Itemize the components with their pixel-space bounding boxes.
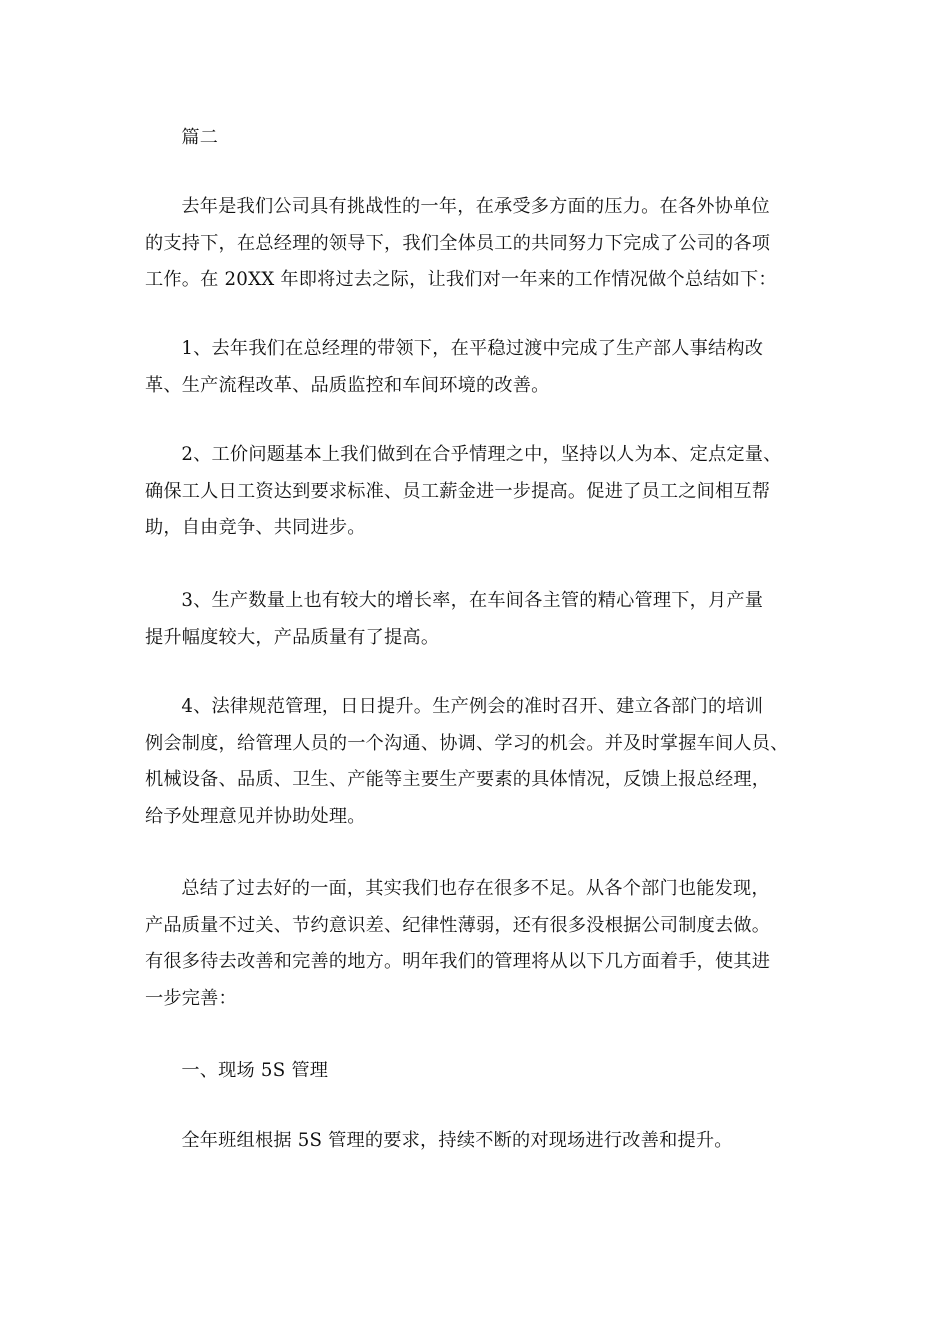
paragraph-intro <box>145 189 777 299</box>
text-line: 有很多待去改善和完善的地方。明年我们的管理将从以下几方面着手，使其进 <box>145 951 771 972</box>
text-line: 确保工人日工资达到要求标准、员工薪金进一步提高。促进了员工之间相互帮 <box>145 480 771 502</box>
text-line: 产品质量不过关、节约意识差、纪律性薄弱，还有很多没根据公司制度去做。 <box>145 914 771 936</box>
text-line: 给予处理意见并协助处理。 <box>145 805 366 827</box>
text-line: 1、去年我们在总经理的带领下，在平稳过渡中完成了生产部人事结构改 <box>181 338 764 359</box>
text-line: 去年是我们公司具有挑战性的一年，在承受多方面的压力。在各外协单位 <box>181 196 770 217</box>
paragraph-summary <box>145 871 770 1017</box>
text-line: 一步完善： <box>145 987 237 1009</box>
text-line: 3、生产数量上也有较大的增长率，在车间各主管的精心管理下，月产量 <box>181 590 764 611</box>
paragraph-5s <box>145 1123 733 1160</box>
text-line: 2、工价问题基本上我们做到在合乎情理之中，坚持以人为本、定点定量、 <box>181 444 782 465</box>
text-line: 工作。在 20XX 年即将过去之际，让我们对一年来的工作情况做个总结如下： <box>145 269 777 290</box>
paragraph-item-1 <box>145 331 763 404</box>
text-line: 助，自由竞争、共同进步。 <box>145 517 366 538</box>
text-line: 4、法律规范管理，日日提升。生产例会的准时召开、建立各部门的培训 <box>181 696 764 717</box>
paragraph-item-2 <box>145 437 782 547</box>
text-line: 总结了过去好的一面，其实我们也存在很多不足。从各个部门也能发现， <box>181 878 770 899</box>
paragraph-item-3 <box>145 583 763 656</box>
text-line: 例会制度，给管理人员的一个沟通、协调、学习的机会。并及时掌握车间人员、 <box>145 732 789 754</box>
subheading-5s <box>145 1053 328 1090</box>
text-line: 革、生产流程改革、品质监控和车间环境的改善。 <box>145 374 550 396</box>
text-line: 的支持下，在总经理的领导下，我们全体员工的共同努力下完成了公司的各项 <box>145 232 771 254</box>
heading-text: 篇二 <box>181 127 219 148</box>
text-line: 机械设备、品质、卫生、产能等主要生产要素的具体情况，反馈上报总经理， <box>145 769 771 790</box>
text-line: 提升幅度较大，产品质量有了提高。 <box>145 626 440 648</box>
text-line: 全年班组根据 5S 管理的要求，持续不断的对现场进行改善和提升。 <box>181 1130 733 1151</box>
paragraph-item-4 <box>145 689 789 835</box>
text-line: 一、现场 5S 管理 <box>181 1060 329 1081</box>
section-heading <box>145 120 218 157</box>
